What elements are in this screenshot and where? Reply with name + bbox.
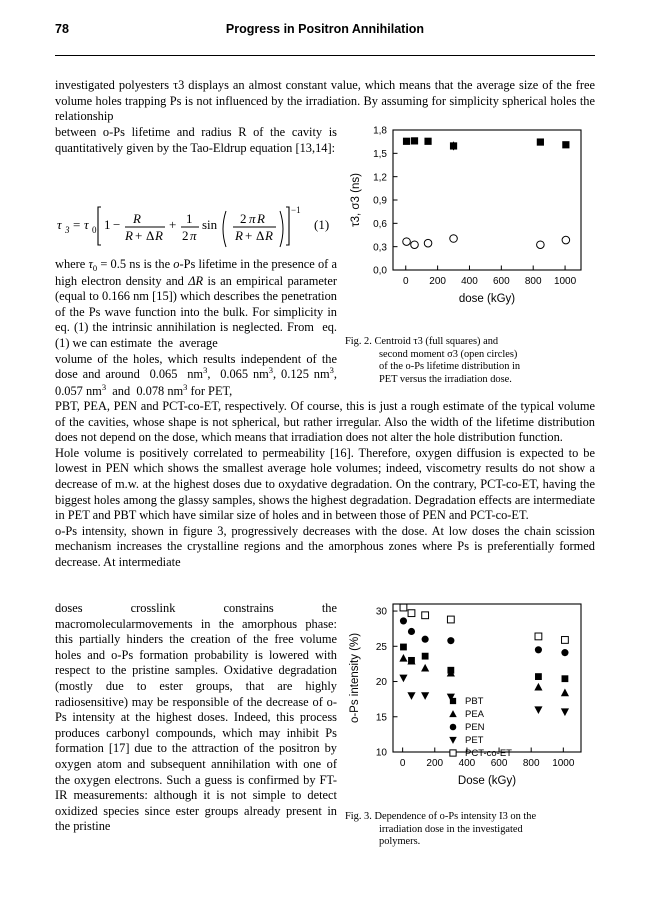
paragraph-parameters: where $\tau_0 = 0.5$ ns is the o-Ps lifetime in the presence of a high electron density and ΔR is an empirical parameter (equal to 0.166 nm [15]) which describes the penetration of the Ps wave function into the bulk. For simplicity in eq. (1) the intrinsic annihilation is neglected. From eq. (1) we can estimate the average volume of the holes, which results independent of the dose and around 0.065 $nm^3$, 0.065 $nm^3$, 0.125 $nm^3$, 0.057 $nm^3$ and 0.078 $nm^3$ for PET, bbox=[55, 257, 337, 398]
data-point-centroid-3 bbox=[411, 137, 418, 144]
data-point-pen bbox=[400, 617, 407, 624]
x-tick-label: 800 bbox=[522, 758, 540, 769]
svg-text:+: + bbox=[135, 228, 143, 243]
y-axis-label: o-Ps intensity (%) bbox=[349, 632, 361, 724]
data-point-pct-co-et bbox=[422, 612, 429, 619]
data-point-pen bbox=[408, 628, 415, 635]
x-tick-label: 0 bbox=[399, 758, 406, 769]
data-point-second-moment-3 bbox=[537, 241, 545, 249]
svg-text:R: R bbox=[257, 211, 265, 226]
data-point-pen bbox=[447, 637, 454, 644]
paragraph-volume-discussion bbox=[55, 399, 595, 571]
data-point-pct-co-et bbox=[447, 616, 454, 623]
x-tick-label: 600 bbox=[492, 276, 510, 287]
paragraph-degradation: doses crosslink constrains the macromolecularmovements in the amorphous phase: this partially hinders the creation of the free volume holes and o-Ps formation probability is lowered with respect to the pristine samples. Oxidative degradation (mostly due to ester groups, that are highly radiosensitive) may be responsible of the decrease of o-Ps intensity at the highest doses. Indeed, this process produces carbonyl compounds, which may inhibit Ps formation [17] due to the attraction of the positron by oxygen atom and subsequent annihilation with one of the oxygen electrons. Such a guess is confirmed by FT-IR measurements: although it is not simple to detect oxidized species since ester groups already present in the pristine bbox=[55, 601, 337, 834]
svg-text:R: R bbox=[235, 228, 243, 243]
data-point-pet bbox=[421, 692, 429, 700]
x-tick-label: 1000 bbox=[553, 276, 577, 287]
header-rule bbox=[55, 55, 595, 56]
data-point-pea bbox=[399, 654, 407, 662]
x-tick-label: 400 bbox=[461, 276, 478, 287]
data-point-pbt bbox=[535, 673, 542, 680]
plot-frame bbox=[393, 130, 581, 270]
legend-label: PEN bbox=[465, 722, 485, 733]
paragraph-intro: investigated polyesters τ3 displays an almost constant value, which means that the average size of the free volume holes trapping Ps is not influenced by the irradiation. By assuming for simplicity spherical holes the relationship bbox=[55, 78, 595, 124]
figure-2-caption-line3: of the o-Ps lifetime distribution in bbox=[379, 361, 521, 373]
legend-label: PEA bbox=[465, 709, 485, 720]
figure-2-caption-label: Fig. 2. bbox=[345, 336, 372, 347]
x-tick-label: 400 bbox=[458, 758, 476, 769]
svg-text:−1: −1 bbox=[291, 205, 301, 215]
figure-3 bbox=[345, 596, 595, 849]
svg-text:0: 0 bbox=[92, 225, 97, 235]
legend-label: PCT-co-ET bbox=[465, 748, 512, 759]
svg-text:+: + bbox=[245, 228, 253, 243]
data-point-second-moment-3 bbox=[411, 241, 419, 249]
data-point-pea bbox=[561, 689, 569, 697]
figure-3-caption-label: Fig. 3. bbox=[345, 811, 372, 822]
x-axis-label: dose (kGy) bbox=[458, 293, 516, 305]
svg-text:π: π bbox=[190, 228, 197, 243]
data-point-pen bbox=[422, 636, 429, 643]
y-tick-label: 0,3 bbox=[373, 242, 387, 254]
y-tick-label: 1,8 bbox=[373, 125, 387, 137]
legend-marker-pea bbox=[449, 710, 457, 717]
x-tick-label: 200 bbox=[426, 758, 444, 769]
figure-2-plot bbox=[345, 122, 595, 322]
svg-text:1: 1 bbox=[104, 217, 111, 232]
data-point-pet bbox=[534, 706, 542, 714]
data-point-pet bbox=[407, 692, 415, 700]
data-point-centroid-3 bbox=[450, 142, 457, 149]
data-point-pet bbox=[399, 675, 407, 683]
para-full-2: Hole volume is positively correlated to permeability [16]. Therefore, oxygen diffusion is expected to be lowest in PEN which shows the smallest average hole volumes; indeed, viscometry results do not show a decrease of m.w. at the highest doses due to oxydative degradation. On the contrary, PCT-co-ET, having the biggest holes among the glassy samples, shows the highest degradation. Degradation effects are intermediate in PET and PBT which have similar size of holes and in between those of PEN and PCT-co-ET. bbox=[55, 445, 595, 523]
y-tick-label: 15 bbox=[375, 712, 387, 724]
data-point-pct-co-et bbox=[408, 610, 415, 617]
data-point-pea bbox=[534, 683, 542, 691]
y-tick-label: 20 bbox=[375, 677, 387, 689]
y-tick-label: 30 bbox=[375, 606, 387, 618]
svg-text:Δ: Δ bbox=[256, 228, 265, 243]
y-tick-label: 25 bbox=[375, 641, 387, 653]
svg-text:τ: τ bbox=[84, 217, 89, 232]
data-point-second-moment-3 bbox=[403, 238, 411, 246]
svg-text:1: 1 bbox=[186, 211, 193, 226]
equation-1 bbox=[55, 198, 337, 250]
data-point-second-moment-3 bbox=[562, 236, 570, 244]
svg-text:τ: τ bbox=[57, 217, 62, 232]
figure-2 bbox=[345, 122, 595, 386]
paragraph-tao-eldrup: between o-Ps lifetime and radius R of the cavity is quantitatively given by the Tao-Eldrup equation [13,14]: bbox=[55, 125, 337, 155]
svg-text:R: R bbox=[125, 228, 133, 243]
para-full-3: o-Ps intensity, shown in figure 3, progressively decreases with the dose. At low doses the chain scission mechanism increases the crystalline regions and the amorphous zones where Ps is preferentially formed decrease. At intermediate bbox=[55, 523, 595, 569]
svg-text:sin: sin bbox=[202, 217, 218, 232]
data-point-centroid-3 bbox=[537, 138, 544, 145]
data-point-pet bbox=[561, 708, 569, 716]
y-axis-label: τ3, σ3 (ns) bbox=[350, 173, 362, 227]
data-point-pct-co-et bbox=[400, 604, 407, 611]
y-tick-label: 10 bbox=[375, 747, 387, 759]
svg-text:+: + bbox=[169, 217, 177, 232]
running-title: Progress in Positron Annihilation bbox=[225, 22, 425, 36]
y-tick-label: 0,6 bbox=[373, 218, 387, 230]
x-tick-label: 200 bbox=[429, 276, 446, 287]
svg-text:3: 3 bbox=[65, 225, 70, 235]
data-point-pct-co-et bbox=[562, 637, 569, 644]
svg-text:2: 2 bbox=[240, 211, 247, 226]
x-tick-label: 1000 bbox=[552, 758, 575, 769]
svg-text:Δ: Δ bbox=[146, 228, 155, 243]
data-point-pbt bbox=[422, 653, 429, 660]
data-point-pen bbox=[561, 649, 568, 656]
legend-marker-pbt bbox=[450, 698, 456, 704]
x-tick-label: 0 bbox=[402, 276, 409, 287]
figure-2-caption-line2: second moment σ3 (open circles) bbox=[379, 348, 518, 360]
figure-2-caption bbox=[345, 336, 585, 386]
figure-3-plot bbox=[345, 596, 595, 801]
figure-3-caption-line3: polymers. bbox=[379, 836, 421, 848]
y-tick-label: 1,2 bbox=[373, 172, 387, 184]
figure-3-caption-line1: Dependence of o-Ps intensity I3 on the bbox=[374, 811, 537, 822]
data-point-second-moment-3 bbox=[450, 235, 458, 243]
svg-text:2: 2 bbox=[182, 228, 189, 243]
data-point-pbt bbox=[400, 644, 407, 651]
data-point-centroid-3 bbox=[424, 138, 431, 145]
data-point-centroid-3 bbox=[562, 141, 569, 148]
x-tick-label: 800 bbox=[524, 276, 542, 287]
data-point-second-moment-3 bbox=[424, 239, 432, 247]
legend-label: PBT bbox=[465, 696, 484, 707]
svg-text:R: R bbox=[133, 211, 141, 226]
data-point-pen bbox=[535, 646, 542, 653]
para-full-1: PBT, PEA, PEN and PCT-co-ET, respectively. Of course, this is just a rough estimate of the typical volume of the cavities, whose shape is not spherical, but rather irregular. Also the width of the lifetime distribution does not depend on the dose, which means that irradiation does not alter the hole distribution function. bbox=[55, 399, 595, 445]
figure-2-caption-line1: Centroid τ3 (full squares) and bbox=[374, 336, 499, 347]
svg-text:π: π bbox=[249, 211, 256, 226]
page-number: 78 bbox=[55, 22, 69, 36]
figure-3-caption-line2: irradiation dose in the investigated bbox=[379, 823, 523, 835]
figure-3-caption bbox=[345, 811, 585, 849]
svg-text:=: = bbox=[73, 217, 81, 232]
svg-text:R: R bbox=[155, 228, 163, 243]
x-tick-label: 600 bbox=[490, 758, 508, 769]
data-point-pea bbox=[421, 664, 429, 672]
plot-frame bbox=[393, 604, 581, 752]
y-tick-label: 0,9 bbox=[373, 195, 387, 207]
data-point-pbt bbox=[562, 675, 569, 682]
y-tick-label: 0,0 bbox=[373, 265, 387, 277]
legend-marker-pct-co-et bbox=[450, 750, 456, 756]
data-point-centroid-3 bbox=[403, 138, 410, 145]
y-tick-label: 1,5 bbox=[373, 148, 387, 160]
legend-marker-pen bbox=[450, 724, 457, 731]
legend-label: PET bbox=[465, 735, 484, 746]
x-axis-label: Dose (kGy) bbox=[457, 775, 517, 787]
svg-text:R: R bbox=[265, 228, 273, 243]
legend-marker-pet bbox=[449, 737, 457, 744]
figure-2-caption-line4: PET versus the irradiation dose. bbox=[379, 373, 512, 385]
data-point-pct-co-et bbox=[535, 633, 542, 640]
svg-text:(1): (1) bbox=[314, 217, 330, 232]
svg-text:−: − bbox=[113, 217, 121, 232]
